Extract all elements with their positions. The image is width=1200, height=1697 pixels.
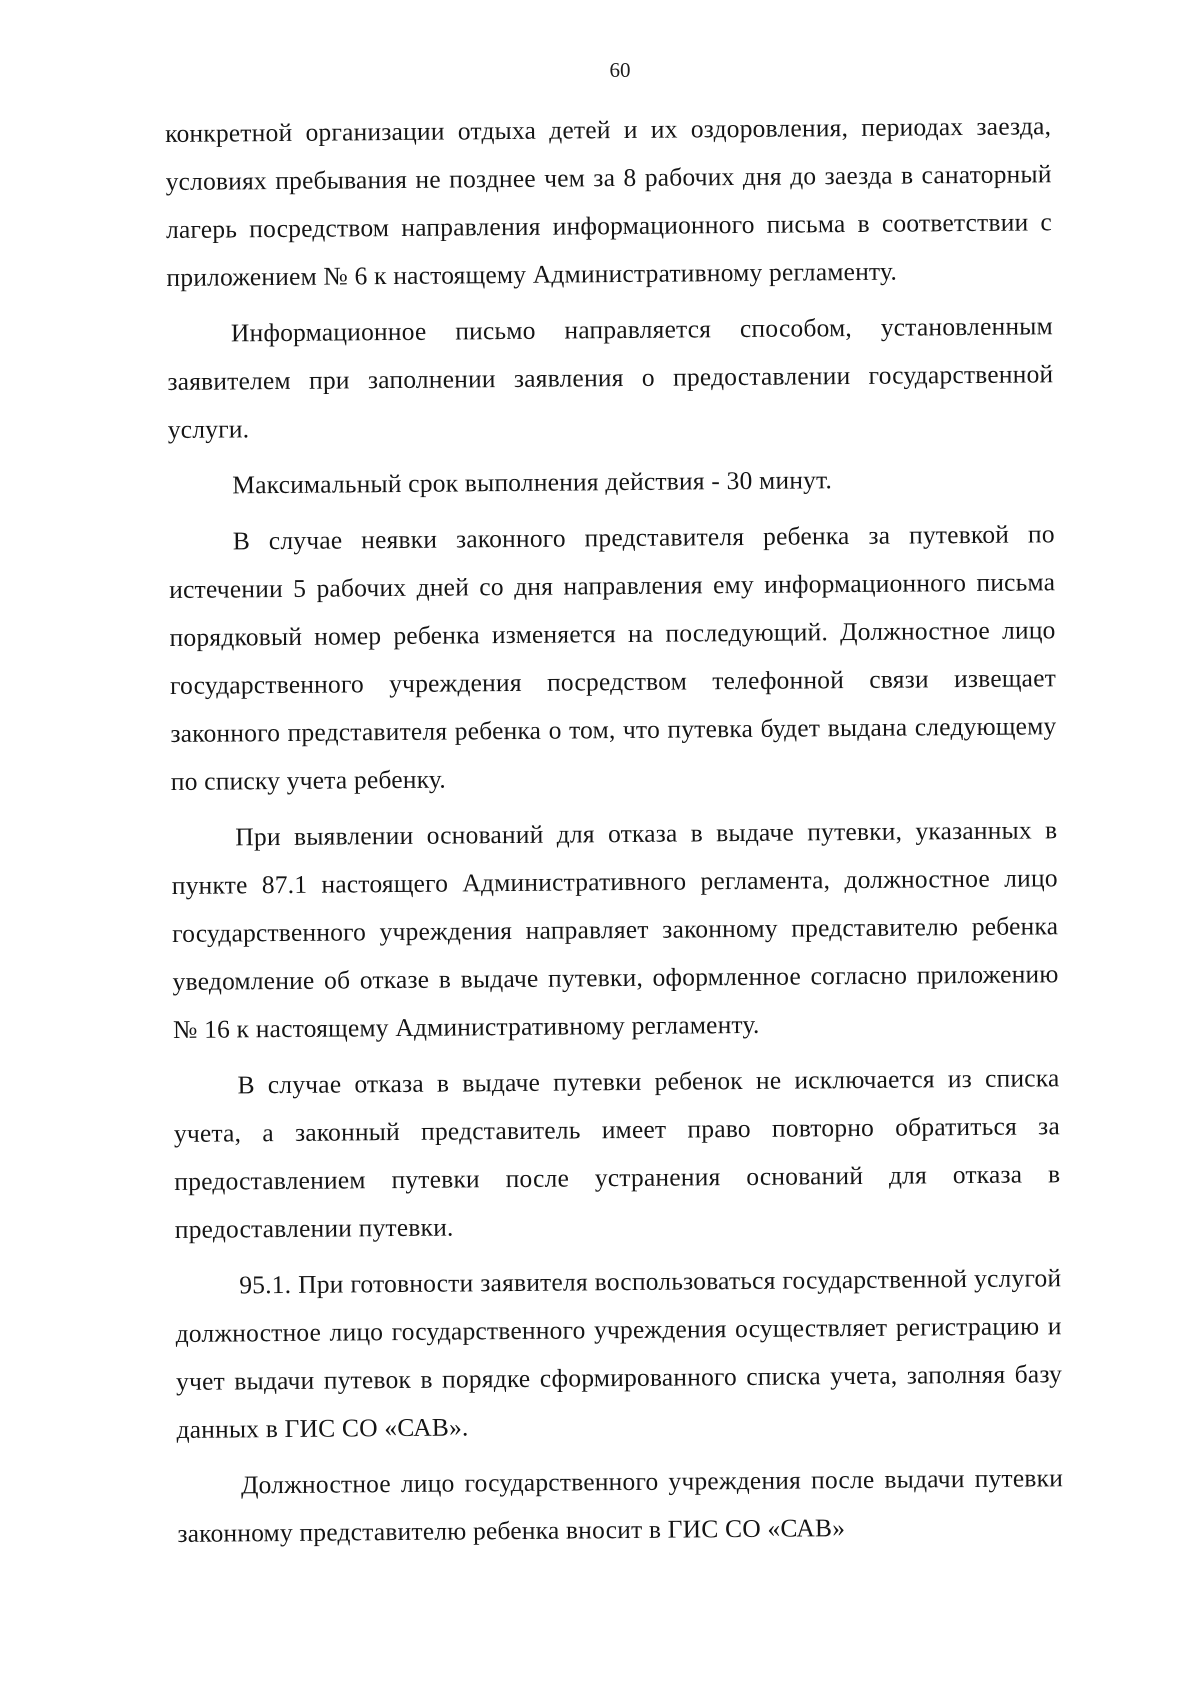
paragraph-95-1: 95.1. При готовности заявителя воспользоваться государственной услугой должностное лицо государственного учреждения осуществляет регистрацию и учет выдачи путевок в порядке сформированного списка учета, заполняя базу данных в ГИС СО «САВ». xyxy=(175,1263,1063,1444)
page-number: 60 xyxy=(609,58,631,82)
paragraph-max-time: Максимальный срок выполнения действия - 30 минут. xyxy=(232,465,833,500)
paragraph-refusal-effect: В случае отказа в выдаче путевки ребенок не исключается из списка учета, а законный представитель имеет право повторно обратиться за предоставлением путевки после устранения оснований для отказа в предоставлении путевки. xyxy=(173,1063,1061,1244)
paragraph-refusal-grounds: При выявлении оснований для отказа в выдаче путевки, указанных в пункте 87.1 настоящего Административного регламента, должностное лицо государственного учреждения направляет законному представителю ребенка уведомление об отказе в выдаче путевки, оформленное согласно приложению № 16 к настоящему Административному регламенту. xyxy=(171,815,1059,1044)
paragraph-official-entry: Должностное лицо государственного учреждения после выдачи путевки законному представителю ребенка вносит в ГИС СО «САВ» xyxy=(177,1463,1064,1548)
paragraph-continuation: конкретной организации отдыха детей и их оздоровления, периодах заезда, условиях пребывания не позднее чем за 8 рабочих дня до заезда в санаторный лагерь посредством направления информационного письма в соответствии с приложением № 6 к настоящему Административному регламенту. xyxy=(165,111,1053,292)
paragraph-information-letter: Информационное письмо направляется способом, установленным заявителем при заполнении заявления о предоставлении государственной услуги. xyxy=(167,311,1054,444)
paragraph-non-appearance: В случае неявки законного представителя ребенка за путевкой по истечении 5 рабочих дней со дня направления ему информационного письма порядковый номер ребенка изменяется на последующий. Должностное лицо государственного учреждения посредством телефонной связи извещает законного представителя ребенка о том, что путевка будет выдана следующему по списку учета ребенку. xyxy=(169,519,1057,796)
document-body xyxy=(165,102,1064,1566)
